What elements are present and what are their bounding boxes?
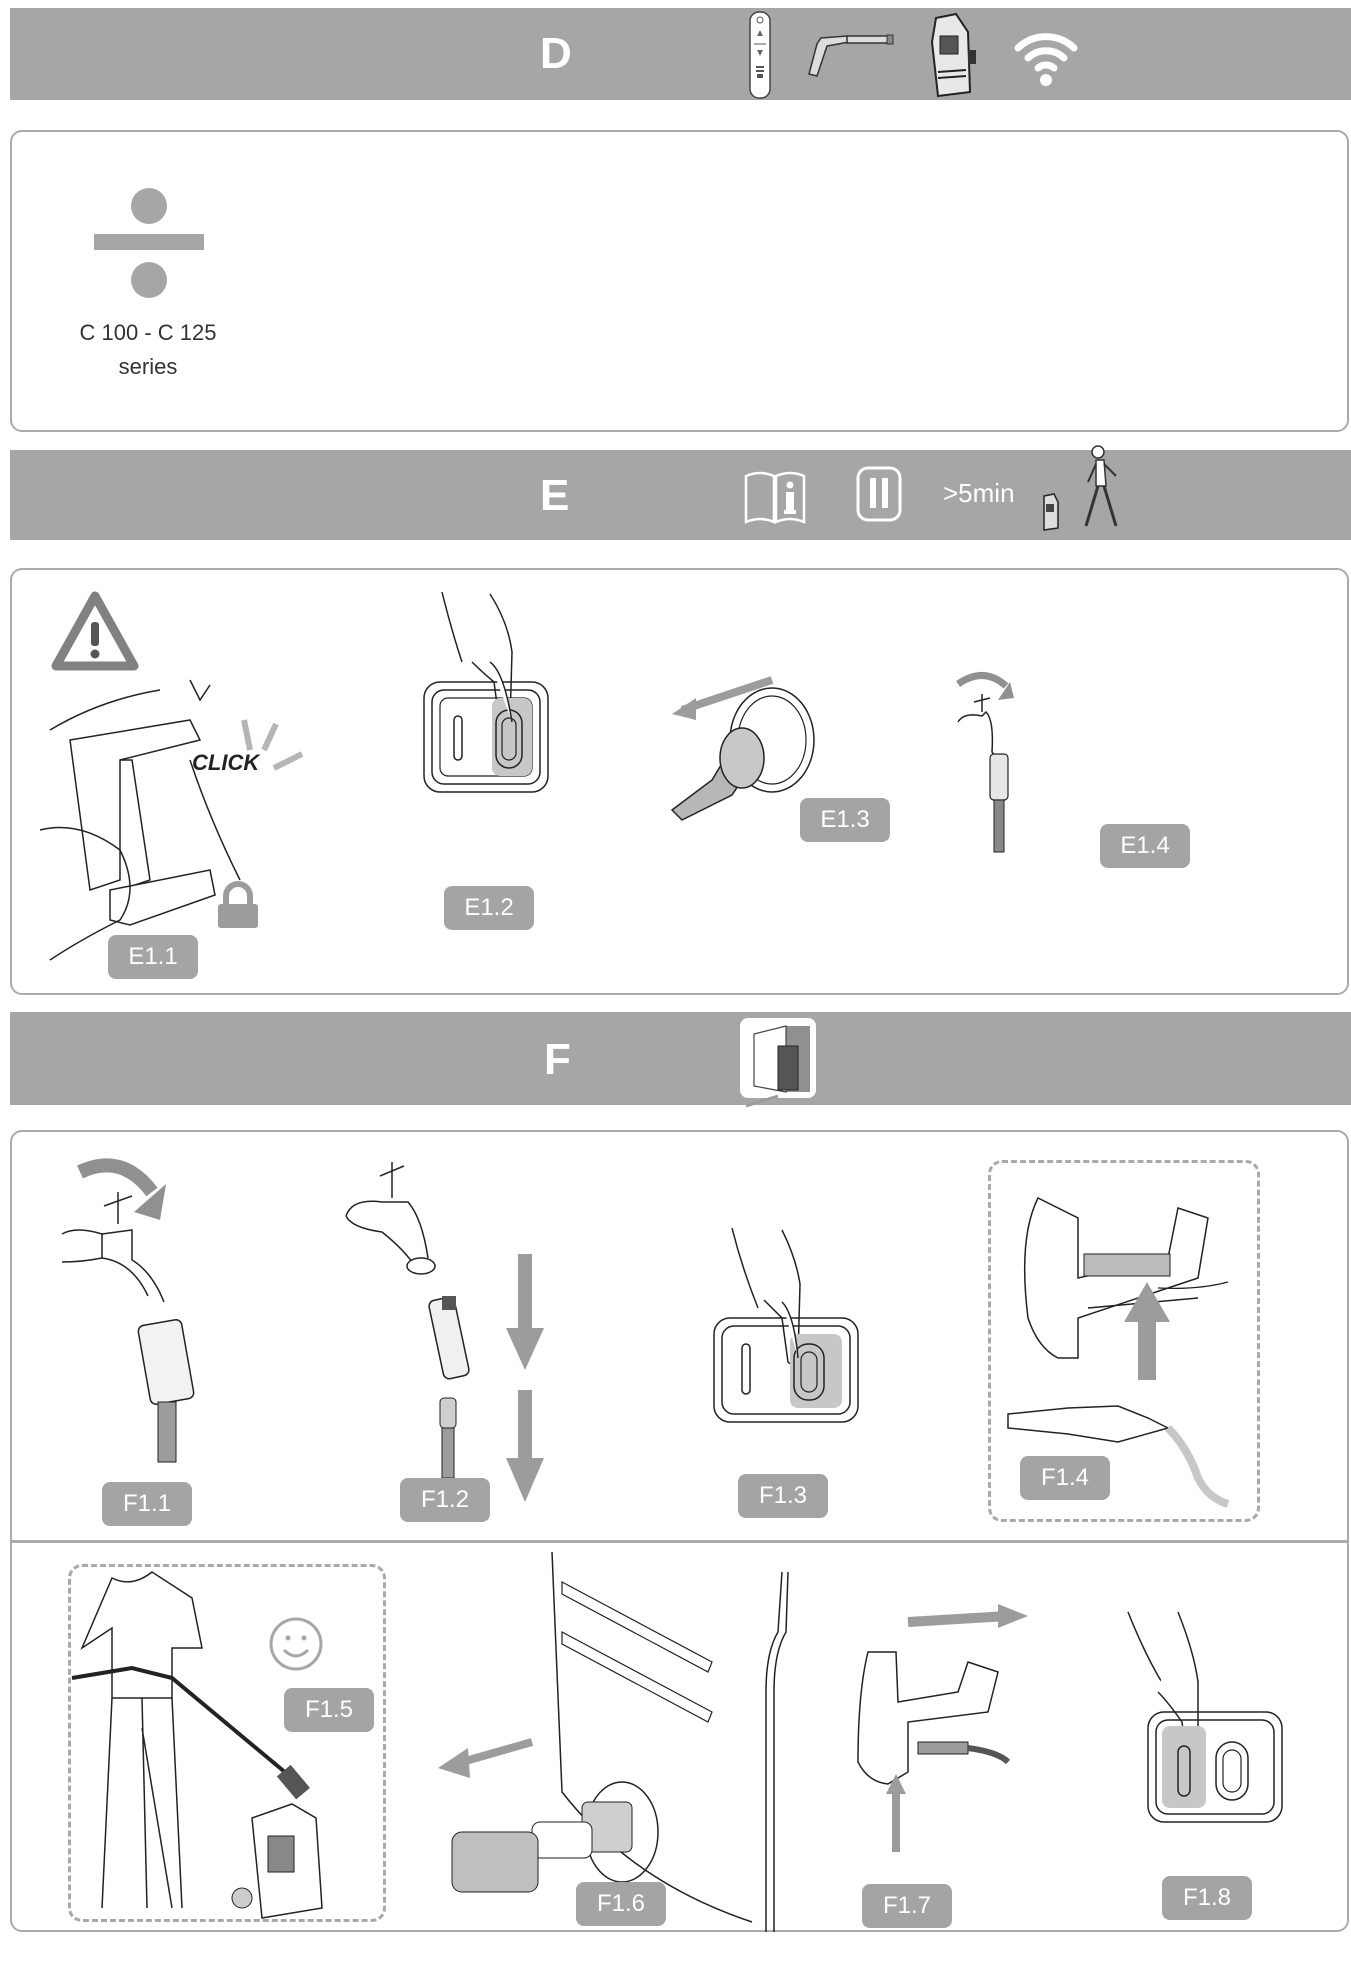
step-badge-f1-5: F1.5 xyxy=(284,1688,374,1732)
section-d-letter: D xyxy=(540,29,572,78)
step-badge-f1-3: F1.3 xyxy=(738,1474,828,1518)
section-e-letter: E xyxy=(540,471,570,520)
step-badge-f1-6: F1.6 xyxy=(576,1882,666,1926)
warning-icon xyxy=(50,590,140,674)
step-badge-e1-4: E1.4 xyxy=(1100,824,1190,868)
lock-icon xyxy=(216,882,260,930)
power-switch-press-illustration xyxy=(412,592,572,812)
click-annotation: CLICK xyxy=(192,750,260,775)
step-badge-f1-1: F1.1 xyxy=(102,1482,192,1526)
pause-icon xyxy=(856,466,902,522)
power-switch-press-illustration xyxy=(702,1228,862,1428)
section-f-letter: F xyxy=(544,1035,571,1084)
duration-label: >5min xyxy=(943,478,1015,508)
step-badge-f1-2: F1.2 xyxy=(400,1478,490,1522)
storage-indoor-icon xyxy=(738,1016,822,1106)
step-badge-e1-1: E1.1 xyxy=(108,935,198,979)
section-e-header xyxy=(10,450,1351,540)
step-badge-e1-2: E1.2 xyxy=(444,886,534,930)
series-line-2: series xyxy=(118,354,178,379)
pressure-washer-icon xyxy=(1040,492,1062,532)
pressure-washer-icon xyxy=(926,12,982,100)
section-d-header xyxy=(10,8,1351,100)
manual-info-icon xyxy=(744,468,806,524)
disconnect-hose-illustration xyxy=(342,1158,572,1478)
detach-gun-illustration xyxy=(848,1612,1028,1862)
section-e-panel xyxy=(10,568,1349,995)
power-switch-press-illustration xyxy=(1128,1612,1288,1872)
series-label xyxy=(48,316,248,384)
step-badge-e1-3: E1.3 xyxy=(800,798,890,842)
person-using-washer-illustration xyxy=(72,1568,372,1918)
washer-body-edge-illustration xyxy=(752,1572,812,1972)
step-badge-f1-4: F1.4 xyxy=(1020,1456,1110,1500)
step-badge-f1-7: F1.7 xyxy=(862,1884,952,1928)
series-line-1: C 100 - C 125 xyxy=(79,320,217,345)
spray-gun-icon xyxy=(807,28,897,88)
section-f-header xyxy=(10,1012,1351,1105)
close-tap-illustration xyxy=(954,672,1044,852)
step-badge-f1-8: F1.8 xyxy=(1162,1876,1252,1920)
remote-control-icon xyxy=(746,10,776,100)
close-tap-illustration xyxy=(62,1162,202,1462)
section-d-panel xyxy=(10,130,1349,432)
click-burst-icon xyxy=(240,720,310,790)
divide-icon xyxy=(94,188,204,308)
wifi-icon xyxy=(1014,26,1078,90)
row-divider xyxy=(12,1540,1347,1543)
smiley-icon xyxy=(268,1616,324,1672)
section-f-panel xyxy=(10,1130,1349,1932)
walking-person-icon xyxy=(1076,442,1126,532)
unplug-illustration xyxy=(652,680,822,820)
